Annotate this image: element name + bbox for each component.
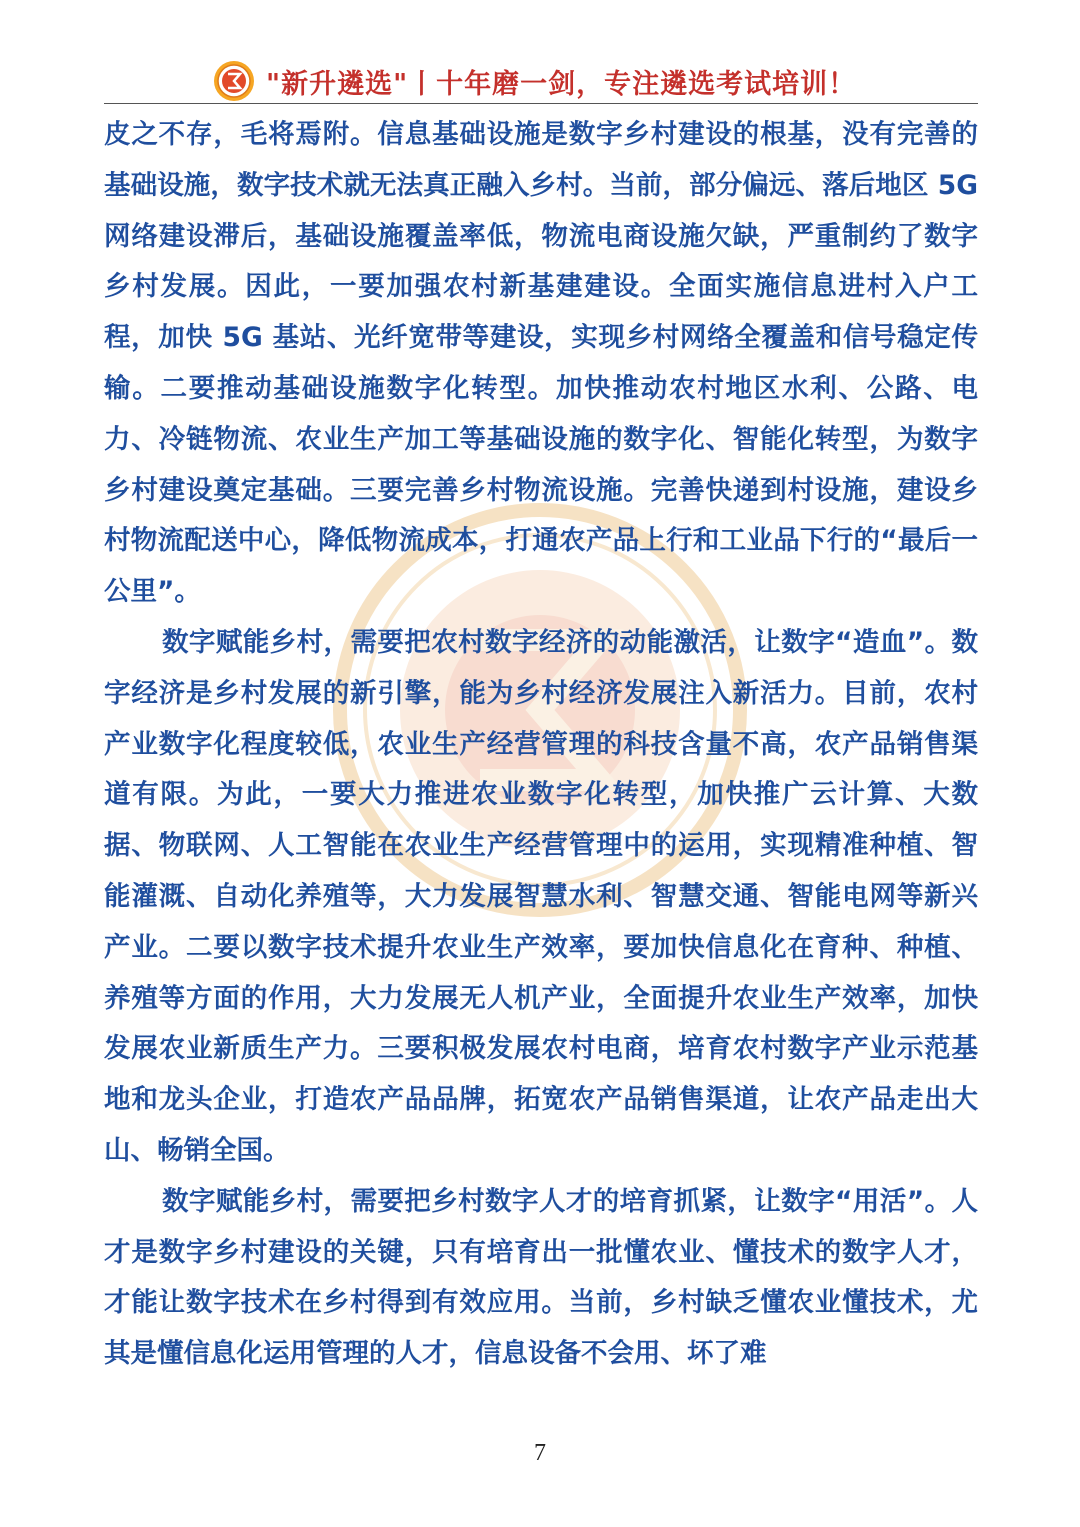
paragraph: 数字赋能乡村，需要把乡村数字人才的培育抓紧，让数字“用活”。人才是数字乡村建设的关键，只有培育出一批懂农业、懂技术的数字人才，才能让数字技术在乡村得到有效应用。当前，乡村缺乏懂农业懂技术，尤其是懂信息化运用管理的人才，信息设备不会用、坏了难: [104, 1185, 978, 1370]
paragraph: 皮之不存，毛将焉附。信息基础设施是数字乡村建设的根基，没有完善的基础设施，数字技术就无法真正融入乡村。当前，部分偏远、落后地区 5G 网络建设滞后，基础设施覆盖率低，物流电商设施欠缺，严重制约了数字乡村发展。因此，一要加强农村新基建建设。全面实施信息进村入户工程，加快 5G 基站、光纤宽带等建设，实现乡村网络全覆盖和信号稳定传输。二要推动基础设施数字化转型。加快推动农村地区水利、公路、电力、冷链物流、农业生产加工等基础设施的数字化、智能化转型，为数字乡村建设奠定基础。三要完善乡村物流设施。完善快递到村设施，建设乡村物流配送中心，降低物流成本，打通农产品上行和工业品下行的“最后一公里”。: [104, 119, 978, 608]
paragraph: 数字赋能乡村，需要把农村数字经济的动能激活，让数字“造血”。数字经济是乡村发展的新引擎，能为乡村经济发展注入新活力。目前，农村产业数字化程度较低，农业生产经营管理的科技含量不高，农产品销售渠道有限。为此，一要大力推进农业数字化转型，加快推广云计算、大数据、物联网、人工智能在农业生产经营管理中的运用，实现精准种植、智能灌溉、自动化养殖等，大力发展智慧水利、智慧交通、智能电网等新兴产业。二要以数字技术提升农业生产效率，要加快信息化在育种、种植、养殖等方面的作用，大力发展无人机产业，全面提升农业生产效率，加快发展农业新质生产力。三要积极发展农村电商，培育农村数字产业示范基地和龙头企业，打造农产品品牌，拓宽农产品销售渠道，让农产品走出大山、畅销全国。: [104, 626, 978, 1166]
xinsheng-logo-icon: [213, 60, 255, 102]
page-header: [0, 52, 1080, 102]
header-divider: [104, 103, 978, 104]
header-slogan: "新升遴选"丨十年磨一剑，专注遴选考试培训！: [266, 69, 857, 100]
article-body: [104, 110, 978, 1380]
page-number: 7: [534, 1440, 546, 1466]
